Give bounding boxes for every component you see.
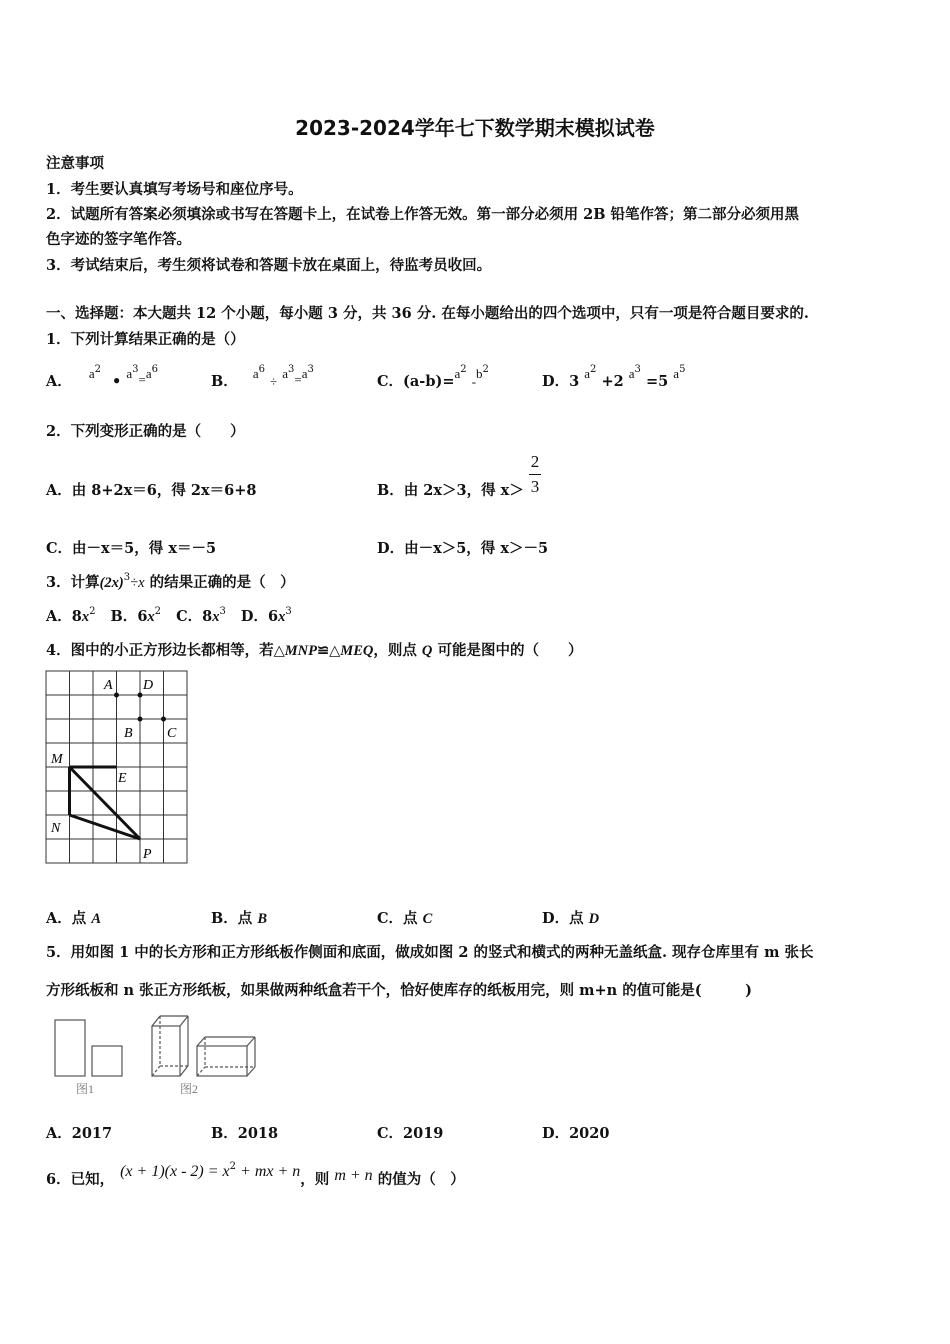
q5-fig1-rectangle	[55, 1020, 85, 1076]
q3-c-var: x	[212, 609, 220, 625]
notice-item-2-cont: 色字迹的签字笔作答。	[46, 231, 191, 248]
q5-option-d[interactable]: D．2020	[542, 1125, 610, 1142]
page-title: 2023-2024学年七下数学期末模拟试卷	[295, 116, 655, 140]
q1-c-exp2: 2	[482, 364, 489, 375]
q3-a-exp: 2	[89, 606, 96, 617]
q5-fig1-caption: 图1	[76, 1082, 95, 1096]
q1-d-coef: 3	[569, 373, 580, 390]
q1-stem: 1．下列计算结果正确的是（）	[46, 331, 245, 348]
q4-d-pt: D	[588, 911, 600, 927]
q1-d-exp3: 5	[679, 364, 686, 375]
q3-option-b[interactable]	[111, 608, 161, 625]
q3-b-var: x	[147, 609, 155, 625]
q4-label-m: M	[51, 752, 63, 767]
q3-d-var: x	[278, 609, 286, 625]
q4-label-a: A	[104, 678, 113, 693]
q4-grid-figure	[40, 666, 195, 866]
q1-a-base2: a	[126, 366, 133, 381]
q1-b-label: B．	[211, 373, 238, 390]
q6-stem-pre: 6．已知，	[46, 1171, 115, 1188]
q1-d-eq: =5	[645, 373, 669, 390]
q5-fig2-horizontal-box	[197, 1037, 255, 1076]
q2-stem: 2．下列变形正确的是（ ）	[46, 423, 245, 440]
q1-b-base1: a	[252, 366, 259, 381]
q6-mn: m + n	[334, 1167, 373, 1184]
q3-stem-expr: (2x)	[99, 575, 124, 591]
q4-stem-mid: ，则点	[373, 642, 422, 659]
q4-option-c[interactable]	[377, 907, 432, 928]
q1-a-exp2: 3	[132, 364, 139, 375]
q3-b-label: B．	[110, 608, 138, 625]
notice-item-1: 1．考生要认真填写考场号和座位序号。	[46, 181, 303, 198]
q1-a-exp1: 2	[94, 364, 101, 375]
q4-c-pt: C	[422, 911, 433, 927]
q2-option-a[interactable]: A．由 8+2x＝6，得 2x＝6+8	[46, 482, 257, 499]
q4-label-c: C	[167, 726, 177, 741]
q1-b-eq: =	[294, 372, 302, 387]
q4-label-p: P	[143, 847, 152, 862]
section-heading: 一、选择题：本大题共 12 个小题，每小题 3 分，共 36 分. 在每小题给出的四个选项中，只有一项是符合题目要求的.	[46, 305, 809, 322]
q4-stem-q: Q	[421, 643, 433, 659]
q6-expression: (x + 1)(x - 2) = x	[120, 1163, 230, 1180]
q3-stem-pre: 3．计算	[46, 574, 100, 591]
q3-option-d[interactable]	[241, 608, 292, 625]
q1-c-exp1: 2	[460, 364, 467, 375]
q6-stem-post: 的值为（ ）	[372, 1171, 465, 1188]
q4-stem-post: 可能是图中的（ ）	[432, 642, 583, 659]
q2-option-b[interactable]	[377, 479, 524, 500]
q4-stem-pre: 4．图中的小正方形边长都相等，若△	[46, 642, 285, 659]
q5-stem-line1: 5．用如图 1 中的长方形和正方形纸板作侧面和底面，做成如图 2 的竖式和横式的两种无盖纸盒. 现存仓库里有 m 张长	[46, 944, 814, 961]
q3-stem-post: 的结果正确的是（ ）	[144, 574, 295, 591]
q4-point-d	[138, 693, 143, 698]
q5-figures	[48, 1010, 268, 1100]
q6-expression-tail: + mx + n	[236, 1163, 301, 1180]
q1-c-b: b	[476, 366, 483, 381]
q6-stem-mid: ，则	[300, 1171, 335, 1188]
q5-fig1-square	[92, 1046, 122, 1076]
q4-a-pt: A	[91, 911, 101, 927]
q3-a-coef: 8	[71, 608, 82, 625]
q3-d-label: D．	[240, 608, 268, 625]
q3-d-exp: 3	[285, 606, 292, 617]
notice-heading: 注意事项	[46, 155, 104, 172]
q1-b-base2: a	[282, 366, 289, 381]
q2-b-fraction-bar	[529, 474, 541, 475]
q4-triangles	[70, 767, 141, 839]
q2-b-fraction	[529, 452, 541, 497]
q6-stem	[46, 1161, 465, 1189]
q3-stem-exp: 3	[123, 572, 131, 583]
q1-b-base3: a	[301, 366, 308, 381]
q4-label-e: E	[118, 771, 127, 786]
q1-b-div: ÷	[270, 374, 278, 389]
q1-a-base1: a	[88, 366, 95, 381]
q4-b-label: B．点	[211, 910, 258, 927]
q4-stem-t1: MNP	[284, 643, 317, 659]
q5-stem-line2: 方形纸板和 n 张正方形纸板，如果做两种纸盒若干个，恰好使库存的纸板用完，则 m+n 的值可能是( )	[46, 982, 752, 999]
q1-a-base3: a	[145, 366, 152, 381]
q1-a-label: A．	[46, 373, 72, 390]
q4-point-c	[161, 717, 166, 722]
q5-fig2-caption: 图2	[180, 1082, 199, 1096]
q2-option-d[interactable]: D．由－x＞5，得 x＞－5	[377, 540, 549, 557]
q3-b-exp: 2	[154, 606, 162, 617]
q3-option-c[interactable]	[176, 608, 226, 625]
q4-stem	[46, 639, 582, 660]
q4-stem-cong: ≌△	[316, 642, 341, 659]
q1-option-d[interactable]	[542, 364, 686, 391]
q3-stem	[46, 571, 295, 592]
notice-item-3: 3．考试结束后，考生须将试卷和答题卡放在桌面上，待监考员收回。	[46, 257, 492, 274]
q3-a-var: x	[81, 609, 90, 625]
q3-option-a[interactable]	[46, 608, 95, 625]
q5-fig2-vertical-box	[152, 1016, 188, 1076]
q1-a-exp3: 6	[151, 364, 159, 375]
q3-b-coef: 6	[137, 608, 148, 625]
q1-d-exp1: 2	[590, 364, 597, 375]
q4-b-pt: B	[257, 911, 267, 927]
q3-options	[46, 605, 292, 626]
q1-a-eq: =	[138, 372, 146, 387]
q1-d-base1: a	[584, 366, 591, 381]
q1-c-base: a	[454, 366, 461, 381]
q4-label-n: N	[51, 821, 61, 836]
q4-point-b	[138, 717, 143, 722]
q4-label-b: B	[124, 726, 133, 741]
q4-a-label: A．点	[46, 910, 92, 927]
q1-d-base3: a	[673, 366, 680, 381]
q1-option-b[interactable]	[211, 364, 314, 391]
q1-b-exp2: 3	[288, 364, 295, 375]
q3-a-label: A．	[46, 608, 72, 625]
q1-option-a[interactable]	[46, 364, 159, 391]
q2-b-numerator: 2	[530, 452, 540, 471]
q1-d-exp2: 3	[634, 364, 641, 375]
q1-c-label: C．	[377, 373, 404, 390]
q1-b-exp1: 6	[258, 364, 265, 375]
q2-option-c[interactable]: C．由－x＝5，得 x＝－5	[46, 540, 217, 557]
q5-option-c[interactable]: C．2019	[377, 1125, 444, 1142]
q1-c-minus: -	[471, 374, 477, 389]
notice-item-2: 2．试题所有答案必须填涂或书写在答题卡上，在试卷上作答无效。第一部分必须用 2B 铅笔作答；第二部分必须用黑	[46, 206, 800, 223]
q1-b-exp3: 3	[307, 364, 314, 375]
q4-d-label: D．点	[542, 910, 589, 927]
q4-point-a	[114, 693, 119, 698]
q1-c-lhs: (a-b)=	[403, 373, 455, 390]
q3-stem-div: ÷x	[130, 575, 145, 591]
q1-option-c[interactable]	[377, 364, 489, 391]
q3-c-coef: 8	[202, 608, 213, 625]
q4-option-b[interactable]	[211, 907, 267, 928]
q4-label-d: D	[143, 678, 154, 693]
q3-d-coef: 6	[268, 608, 279, 625]
q1-a-dot: •	[112, 373, 122, 390]
q3-c-exp: 3	[219, 606, 226, 617]
q3-c-label: C．	[176, 608, 203, 625]
q5-option-b[interactable]: B．2018	[211, 1125, 279, 1142]
q1-d-plus: +2	[601, 373, 624, 390]
q1-d-base2: a	[628, 366, 635, 381]
q2-b-denominator: 3	[530, 477, 540, 496]
q2-b-text: B．由 2x＞3，得 x＞	[377, 482, 524, 499]
q4-stem-t2: MEQ	[340, 643, 374, 659]
q4-option-a[interactable]	[46, 907, 101, 928]
q4-option-d[interactable]	[542, 907, 599, 928]
q1-d-label: D．	[542, 373, 570, 390]
q5-option-a[interactable]: A．2017	[46, 1125, 113, 1142]
q6-expression-exp: 2	[229, 1161, 237, 1172]
q4-c-label: C．点	[377, 910, 423, 927]
